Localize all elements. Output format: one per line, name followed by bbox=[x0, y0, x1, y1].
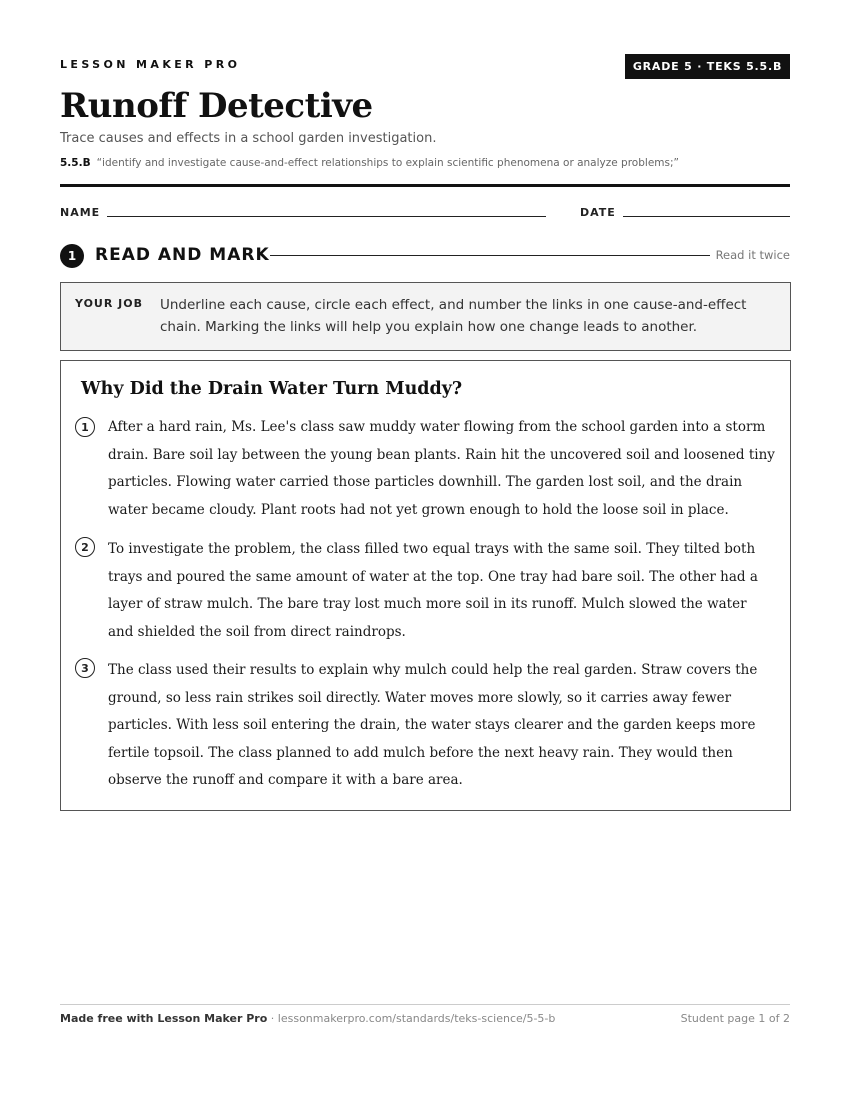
date-field[interactable] bbox=[623, 216, 790, 217]
date-label: DATE bbox=[580, 206, 616, 219]
passage-title: Why Did the Drain Water Turn Muddy? bbox=[81, 379, 463, 399]
job-instructions-box bbox=[60, 282, 791, 351]
paragraph-2: To investigate the problem, the class filled two equal trays with the same soil. They tilted both trays and poured the same amount of water at the top. One tray had bare soil. The other had a layer of straw mulch. The bare tray lost much more soil in its runoff. Mulch slowed the water and shielded the soil from direct raindrops. bbox=[108, 541, 758, 640]
paragraph-3: The class used their results to explain why mulch could help the real garden. Straw covers the ground, so less rain strikes soil directly. Water moves more slowly, so it carries away fewer particles. With less soil entering the drain, the water stays clearer and the garden keeps more fertile topsoil. The class planned to add mulch before the next heavy rain. They would then observe the runoff and compare it with a bare area. bbox=[108, 662, 758, 788]
footer-url[interactable]: lessonmakerpro.com/standards/teks-science/5-5-b bbox=[277, 1012, 556, 1025]
footer-credit bbox=[60, 1012, 555, 1025]
standard-line bbox=[60, 157, 679, 169]
footer-divider bbox=[60, 1004, 790, 1005]
footer-page-number: Student page 1 of 2 bbox=[680, 1012, 790, 1025]
footer-made-with: Made free with Lesson Maker Pro bbox=[60, 1012, 268, 1025]
brand-name: LESSON MAKER PRO bbox=[60, 58, 241, 71]
worksheet-title: Runoff Detective bbox=[60, 86, 373, 126]
footer-separator: · bbox=[267, 1012, 278, 1025]
paragraph-number-1: 1 bbox=[75, 417, 95, 437]
job-label: YOUR JOB bbox=[75, 297, 143, 310]
worksheet-subtitle: Trace causes and effects in a school garden investigation. bbox=[60, 131, 437, 146]
job-text: Underline each cause, circle each effect, and number the links in one cause-and-effect chain. Marking the links will help you explain how one change leads to another. bbox=[160, 297, 747, 335]
section-note: Read it twice bbox=[715, 248, 790, 262]
reading-passage bbox=[60, 360, 791, 811]
name-field[interactable] bbox=[107, 216, 546, 217]
section-divider bbox=[270, 255, 710, 256]
paragraph-number-3: 3 bbox=[75, 658, 95, 678]
grade-badge: GRADE 5 · TEKS 5.5.B bbox=[625, 54, 790, 79]
name-label: NAME bbox=[60, 206, 101, 219]
section-number-badge: 1 bbox=[60, 244, 84, 268]
paragraph-1: After a hard rain, Ms. Lee's class saw muddy water flowing from the school garden into a storm drain. Bare soil lay between the young bean plants. Rain hit the uncovered soil and loosened tiny particles. Flowing water carried those particles downhill. The garden lost soil, and the drain water became cloudy. Plant roots had not yet grown enough to hold the loose soil in place. bbox=[108, 419, 775, 518]
section-title: READ AND MARK bbox=[95, 245, 270, 265]
standard-code: 5.5.B bbox=[60, 157, 91, 169]
standard-text: “identify and investigate cause-and-effect relationships to explain scientific phenomena or analyze problems;” bbox=[96, 157, 679, 169]
paragraph-number-2: 2 bbox=[75, 537, 95, 557]
header-divider bbox=[60, 184, 790, 187]
